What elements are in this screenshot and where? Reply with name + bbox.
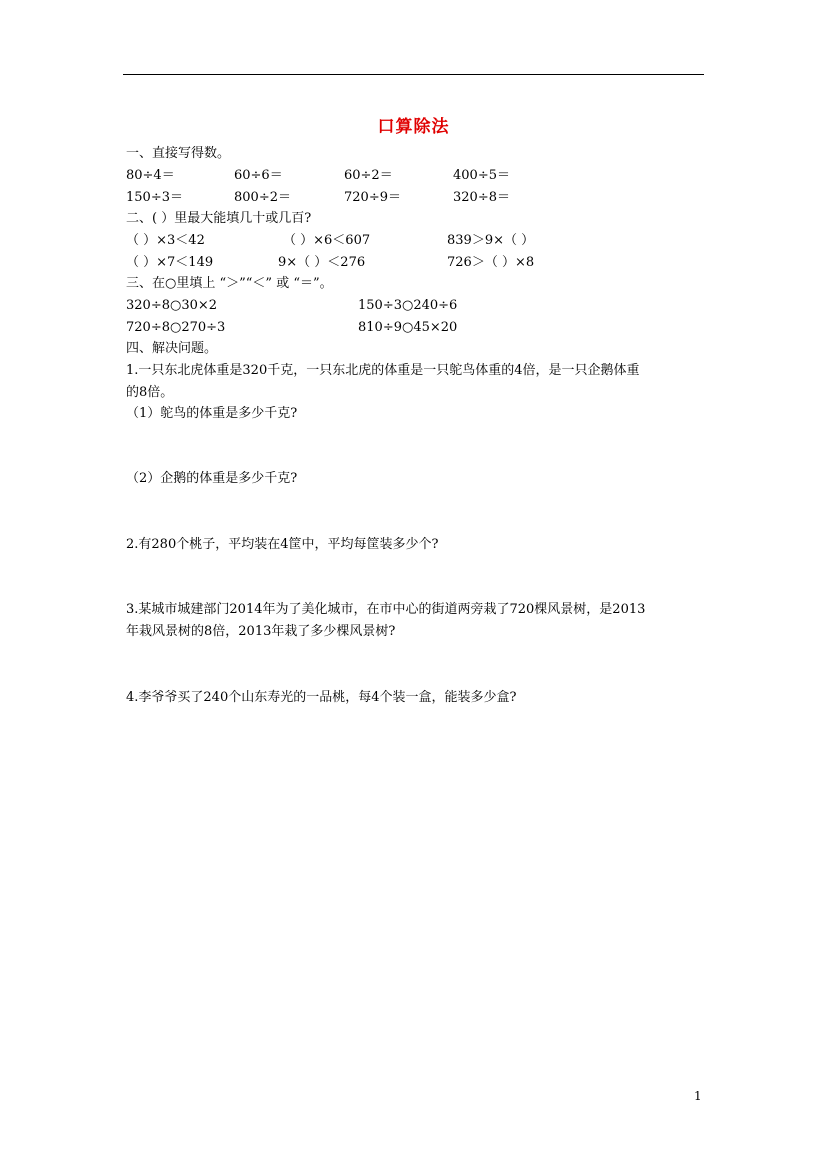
problem-1-text-cont: 的8倍。 bbox=[126, 385, 174, 400]
fill-item: 726＞（ ）×8 bbox=[447, 255, 535, 270]
calc-item: 720÷9＝ bbox=[344, 190, 401, 205]
problem-1-text: 1.一只东北虎体重是320千克，一只东北虎的体重是一只鸵鸟体重的4倍，是一只企鹅体重 bbox=[126, 363, 640, 378]
compare-item: 320÷8○30×2 bbox=[126, 298, 218, 313]
problem-1-sub1: （1）鸵鸟的体重是多少千克? bbox=[126, 406, 298, 421]
fill-item: （ ）×7＜149 bbox=[126, 255, 214, 270]
fill-item: 839＞9×（ ） bbox=[447, 233, 535, 248]
problem-1-sub2: （2）企鹅的体重是多少千克? bbox=[126, 471, 298, 486]
section3-heading: 三、在○里填上 “＞”“＜” 或 “＝”。 bbox=[126, 276, 333, 291]
page-number: 1 bbox=[694, 1089, 702, 1103]
problem-2-text: 2.有280个桃子，平均装在4筐中，平均每筐装多少个? bbox=[126, 537, 439, 552]
compare-item: 720÷8○270÷3 bbox=[126, 320, 226, 335]
section4-heading: 四、解决问题。 bbox=[126, 341, 218, 356]
section1-heading: 一、直接写得数。 bbox=[126, 146, 231, 161]
fill-item: （ ）×3＜42 bbox=[126, 233, 205, 248]
fill-item: （ ）×6＜607 bbox=[283, 233, 371, 248]
compare-item: 150÷3○240÷6 bbox=[358, 298, 458, 313]
section2-heading: 二、( ）里最大能填几十或几百? bbox=[126, 211, 312, 226]
fill-item: 9×（ ）＜276 bbox=[278, 255, 366, 270]
calc-item: 80÷4＝ bbox=[126, 168, 175, 183]
page-title: 口算除法 bbox=[377, 117, 450, 137]
calc-item: 400÷5＝ bbox=[453, 168, 510, 183]
calc-item: 60÷6＝ bbox=[234, 168, 283, 183]
problem-4-text: 4.李爷爷买了240个山东寿光的一品桃，每4个装一盒，能装多少盒? bbox=[126, 690, 517, 705]
calc-item: 60÷2＝ bbox=[344, 168, 393, 183]
compare-item: 810÷9○45×20 bbox=[358, 320, 458, 335]
problem-3-text: 3.某城市城建部门2014年为了美化城市，在市中心的街道两旁栽了720棵风景树，是2013 bbox=[126, 602, 646, 617]
calc-item: 150÷3＝ bbox=[126, 190, 183, 205]
calc-item: 800÷2＝ bbox=[234, 190, 291, 205]
problem-3-text-cont: 年栽风景树的8倍，2013年栽了多少棵风景树? bbox=[126, 624, 396, 639]
header-rule bbox=[123, 74, 704, 75]
calc-item: 320÷8＝ bbox=[453, 190, 510, 205]
